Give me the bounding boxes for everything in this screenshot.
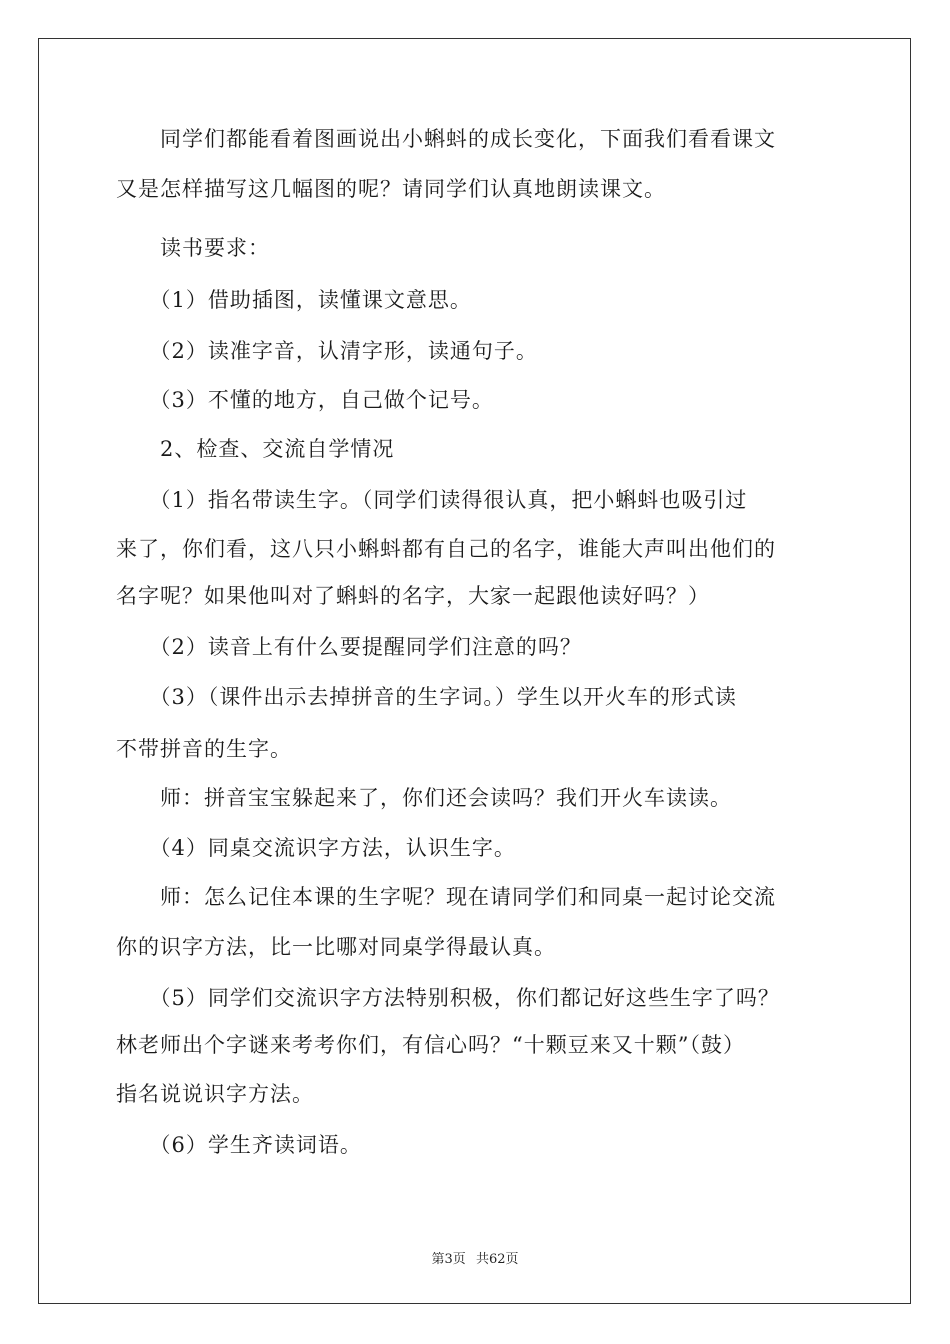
text-line: 名字呢？如果他叫对了蝌蚪的名字，大家一起跟他读好吗？） bbox=[116, 584, 710, 608]
text-line: 不带拼音的生字。 bbox=[116, 737, 292, 761]
text-line: 林老师出个字谜来考考你们，有信心吗？“十颗豆来又十颗”（鼓） bbox=[116, 1033, 745, 1057]
text-line: 同学们都能看着图画说出小蝌蚪的成长变化，下面我们看看课文 bbox=[116, 127, 776, 151]
text-line: （4）同桌交流识字方法，认识生字。 bbox=[116, 836, 516, 860]
page-footer bbox=[0, 1248, 950, 1267]
text-line: （1）借助插图，读懂课文意思。 bbox=[116, 288, 472, 312]
text-line: 来了，你们看，这八只小蝌蚪都有自己的名字，谁能大声叫出他们的 bbox=[116, 537, 776, 561]
text-line: 读书要求： bbox=[116, 236, 270, 260]
text-line: （6）学生齐读词语。 bbox=[116, 1133, 362, 1157]
text-line: 师：怎么记住本课的生字呢？现在请同学们和同桌一起讨论交流 bbox=[116, 885, 776, 909]
text-line: 你的识字方法，比一比哪对同桌学得最认真。 bbox=[116, 935, 556, 959]
page-border bbox=[38, 38, 911, 1304]
text-line: 指名说说识字方法。 bbox=[116, 1082, 314, 1106]
text-line: （2）读准字音，认清字形，读通句子。 bbox=[116, 339, 538, 363]
text-line: （1）指名带读生字。（同学们读得很认真，把小蝌蚪也吸引过 bbox=[116, 488, 748, 512]
text-line: （5）同学们交流识字方法特别积极，你们都记好这些生字了吗？ bbox=[116, 986, 780, 1010]
text-line: （3）（课件出示去掉拼音的生字词。）学生以开火车的形式读 bbox=[116, 685, 737, 709]
text-line: （3）不懂的地方，自己做个记号。 bbox=[116, 388, 494, 412]
text-line: 又是怎样描写这几幅图的呢？请同学们认真地朗读课文。 bbox=[116, 177, 666, 201]
text-line: （2）读音上有什么要提醒同学们注意的吗？ bbox=[116, 635, 582, 659]
page-number: 第3页 bbox=[431, 1252, 466, 1267]
section-heading: 2、检查、交流自学情况 bbox=[116, 437, 395, 461]
page-total: 共62页 bbox=[475, 1252, 519, 1267]
text-line: 师：拼音宝宝躲起来了，你们还会读吗？我们开火车读读。 bbox=[116, 786, 732, 810]
